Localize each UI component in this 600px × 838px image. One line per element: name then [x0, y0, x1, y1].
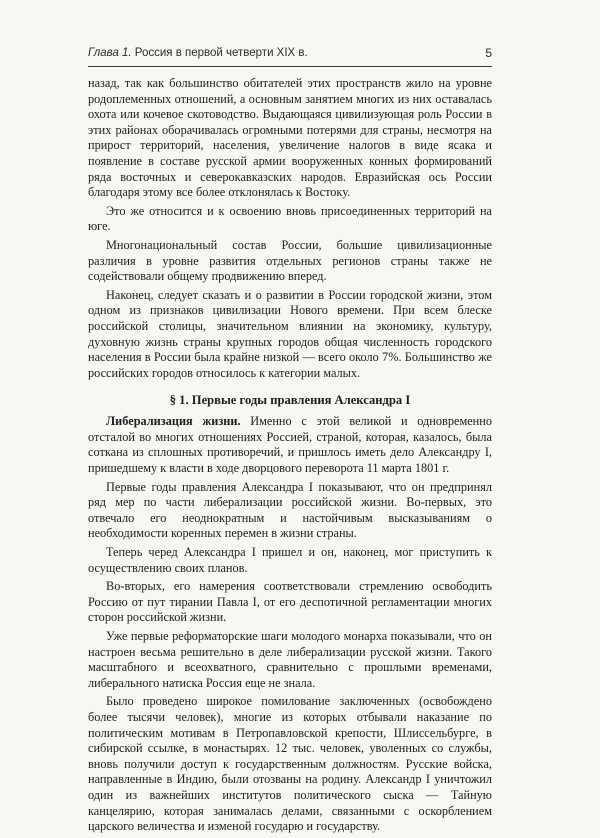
paragraph: Уже первые реформаторские шаги молодого монарха показывали, что он настроен весьма решительно в деле либерализации русской жизни. Такого масштабного и всеохватного, сравнительно с прошлыми временами, либерального натиска Россия еще не знала.: [88, 629, 492, 690]
page-number: 5: [485, 46, 492, 60]
paragraph-continuation: назад, так как большинство обитателей этих пространств жило на уровне родоплеменных отношений, а основным занятием многих из них оставалась охота или кочевое скотоводство. Выдающаяся цивилизующая роль России в этих районах оборачивалась огромными потерями для страны, несмотря на прирост территорий, населения, увеличение налогов в виде ясака и появление в составе русской армии вооруженных конных формирований ряда восточных и северокавказских народов. Евразийская ось России благодаря этому все более отклонялась к Востоку.: [88, 76, 492, 200]
section-lead-in: Либерализация жизни.: [106, 414, 241, 429]
paragraph: Было проведено широкое помилование заключенных (освобождено более тысячи человек), многие из которых отбывали наказание по политическим мотивам в Петропавловской крепости, Шлиссельбурге, в сибирской ссылке, в монастырях. 12 тыс. человек, уволенных со службы, вновь получили доступ к государственным должностям. Русские войска, направленные в Индию, были отозваны на родину. Александр I уничтожил один из важнейших институтов политического сыска — Тайную канцелярию, которая занималась делами, связанными с оскорблением царского величества и изменой государю и государству.: [88, 694, 492, 834]
paragraph: Многонациональный состав России, большие цивилизационные различия в уровне развития отдельных регионов страны также не содействовали общему продвижению вперед.: [88, 237, 492, 284]
paragraph: Наконец, следует сказать и о развитии в России городской жизни, этом одном из признаков цивилизации Нового времени. При всем блеске российской столицы, значительном влиянии на экономику, культуру, духовную жизнь страны крупных городов общая численность городского населения в России была крайне низкой — всего около 7%. Большинство же российских городов относилось к категории малых.: [88, 287, 492, 380]
section-first-paragraph-text: Именно с этой великой и одновременно отсталой во многих отношениях Россией, страной, которая, казалось, была соткана из сплошных противоречий, и пришлось иметь дело Александру I, пришедшему к власти в ходе дворцового переворота 11 марта 1801 г.: [88, 414, 492, 476]
paragraph: Во-вторых, его намерения соответствовали стремлению освободить Россию от пут тирании Павла I, от его деспотичной регламентации многих сторон российской жизни.: [88, 579, 492, 625]
running-header-title: [88, 47, 308, 59]
chapter-title: Россия в первой четверти XIX в.: [134, 47, 308, 59]
section-heading: § 1. Первые годы правления Александра I: [169, 393, 411, 408]
section-first-paragraph: [88, 414, 492, 476]
page-body: [88, 76, 492, 838]
paragraph: Первые годы правления Александра I показывают, что он предпринял ряд мер по части либерализации российской жизни. Во-первых, это отвечало его неоднократным и настойчивым высказываниям о необходимости коренных перемен в жизни страны.: [88, 479, 492, 541]
paragraph: Это же относится и к освоению вновь присоединенных территорий на юге.: [88, 203, 492, 234]
paragraph: Теперь черед Александра I пришел и он, наконец, мог приступить к осуществлению своих планов.: [88, 545, 492, 575]
chapter-label: Глава 1.: [88, 47, 132, 59]
running-header: [88, 44, 492, 67]
